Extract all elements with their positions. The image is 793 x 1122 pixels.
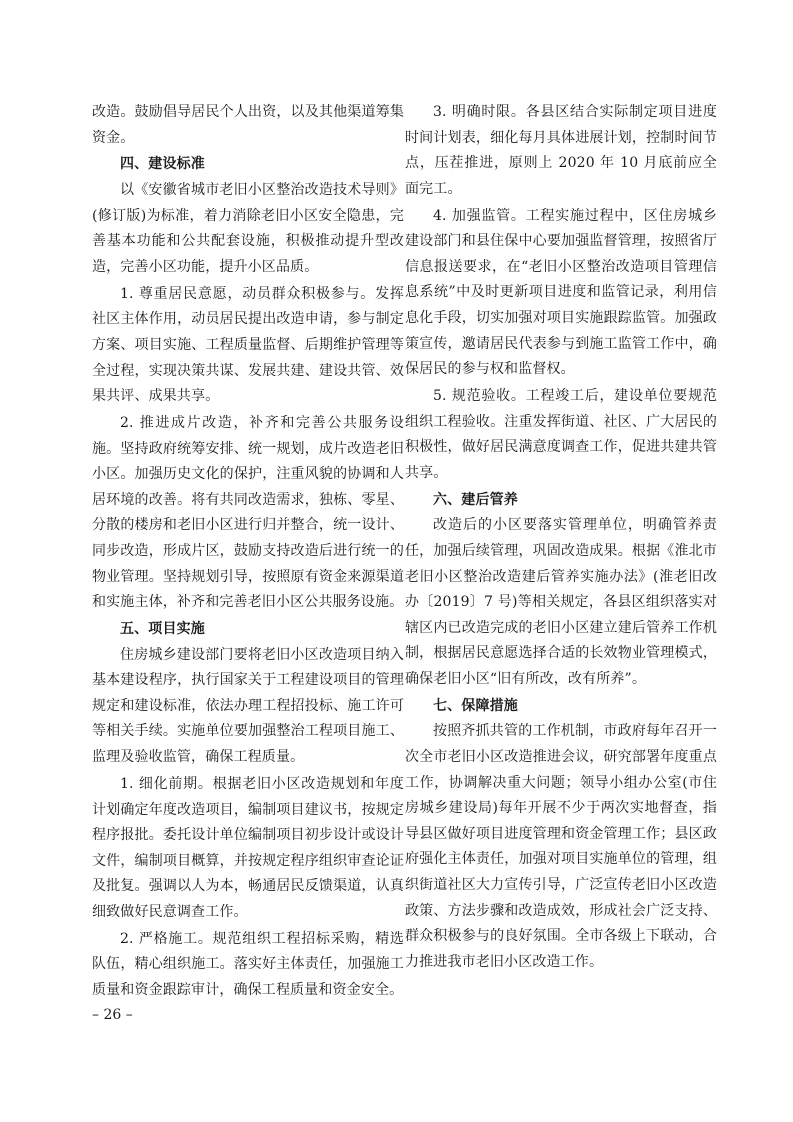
left-column: [92, 100, 404, 1005]
section-heading-construction-standards: 四、建设标准: [120, 156, 205, 173]
page-number: – 26 –: [92, 1007, 133, 1023]
paragraph-area-renovation: 2. 推进成片改造，补齐和完善公共服务设施。坚持政府统筹安排、统一规划，成片改造老旧小区。加强历史文化的保护，注重风貌的协调和人居环境的改善。将有共同改造需求，独栋、零星、分散的楼房和老旧小区进行归并整合，统一设计、同步改造，形成片区，鼓励支持改造后进行统一的物业管理。坚持规划引导，按照原有资金来源渠道和实施主体，补齐和完善老旧小区公共服务设施。: [92, 415, 404, 611]
section-heading-post-maintenance: 六、建后管养: [433, 491, 518, 508]
paragraph-funding-continuation: 改造。鼓励倡导居民个人出资，以及其他渠道筹集资金。: [92, 104, 404, 146]
paragraph-standards-intro: 以《安徽省城市老旧小区整治改造技术导则》(修订版)为标准，着力消除老旧小区安全隐患，完善基本功能和公共配套设施，积极推动提升型改造，完善小区功能，提升小区品质。: [92, 182, 404, 275]
paragraph-safeguards: 按照齐抓共管的工作机制，市政府每年召开一次全市老旧小区改造推进会议，研究部署年度重点工作，协调解决重大问题；领导小组办公室(市住房城乡建设局)每年开展不少于两次实地督查，指导县区做好项目进度管理和资金管理工作；县区政府强化主体责任，加强对项目实施单位的管理，组织街道社区大力宣传引导，广泛宣传老旧小区改造政策、方法步骤和改造成效，形成社会广泛支持、群众积极参与的良好氛围。全市各级上下联动，合力推进我市老旧小区改造工作。: [405, 723, 717, 970]
paragraph-respect-residents: 1. 尊重居民意愿，动员群众积极参与。发挥社区主体作用，动员居民提出改造申请，参与制定方案、项目实施、工程质量监督、后期维护管理等全过程，实现决策共谋、发展共建、建设共管、效果共评、成果共享。: [92, 285, 404, 405]
paragraph-strict-construction: 2. 严格施工。规范组织工程招标采购，精选队伍，精心组织施工。落实好主体责任，加强施工质量和资金跟踪审计，确保工程质量和资金安全。: [92, 930, 404, 998]
right-column: [405, 100, 717, 977]
paragraph-time-limits: 3. 明确时限。各县区结合实际制定项目进度时间计划表，细化每月具体进展计划，控制时间节点，压茬推进，原则上 2020 年 10 月底前应全面完工。: [405, 104, 717, 197]
paragraph-maintenance: 改造后的小区要落实管理单位，明确管养责任，加强后续管理，巩固改造成果。根据《淮北市老旧小区整治改造建后管养实施办法》(淮老旧改办〔2019〕7 号)等相关规定，各县区组织落实对辖区内已改造完成的老旧小区建立建后管养工作机制，根据居民意愿选择合适的长效物业管理模式，确保老旧小区“旧有所改，改有所养”。: [405, 517, 717, 687]
paragraph-supervision: 4. 加强监管。工程实施过程中，区住房城乡建设部门和县住保中心要加强监督管理，按照省厅信息报送要求，在“老旧小区整治改造项目管理信息系统”中及时更新项目进度和监管记录，利用信息化手段，切实加强对项目实施跟踪监管。加强政策宣传，邀请居民代表参与到施工监管工作中，确保居民的参与权和监督权。: [405, 207, 717, 378]
paragraph-preliminary-work: 1. 细化前期。根据老旧小区改造规划和年度计划确定年度改造项目，编制项目建议书，按规定程序报批。委托设计单位编制项目初步设计或设计文件，编制项目概算，并按规定程序组织审查论证及批复。强调以人为本，畅通居民反馈渠道，认真细致做好民意调查工作。: [92, 775, 404, 920]
section-heading-safeguards: 七、保障措施: [433, 697, 518, 714]
section-heading-project-implementation: 五、项目实施: [120, 621, 205, 638]
paragraph-implementation-intro: 住房城乡建设部门要将老旧小区改造项目纳入基本建设程序，执行国家关于工程建设项目的管理规定和建设标准，依法办理工程招投标、施工许可等相关手续。实施单位要加强整治工程项目施工、监理及验收监管，确保工程质量。: [92, 646, 404, 766]
paragraph-acceptance: 5. 规范验收。工程竣工后，建设单位要规范组织工程验收。注重发挥街道、社区、广大居民的积极性，做好居民满意度调查工作，促进共建共管共享。: [405, 388, 717, 481]
